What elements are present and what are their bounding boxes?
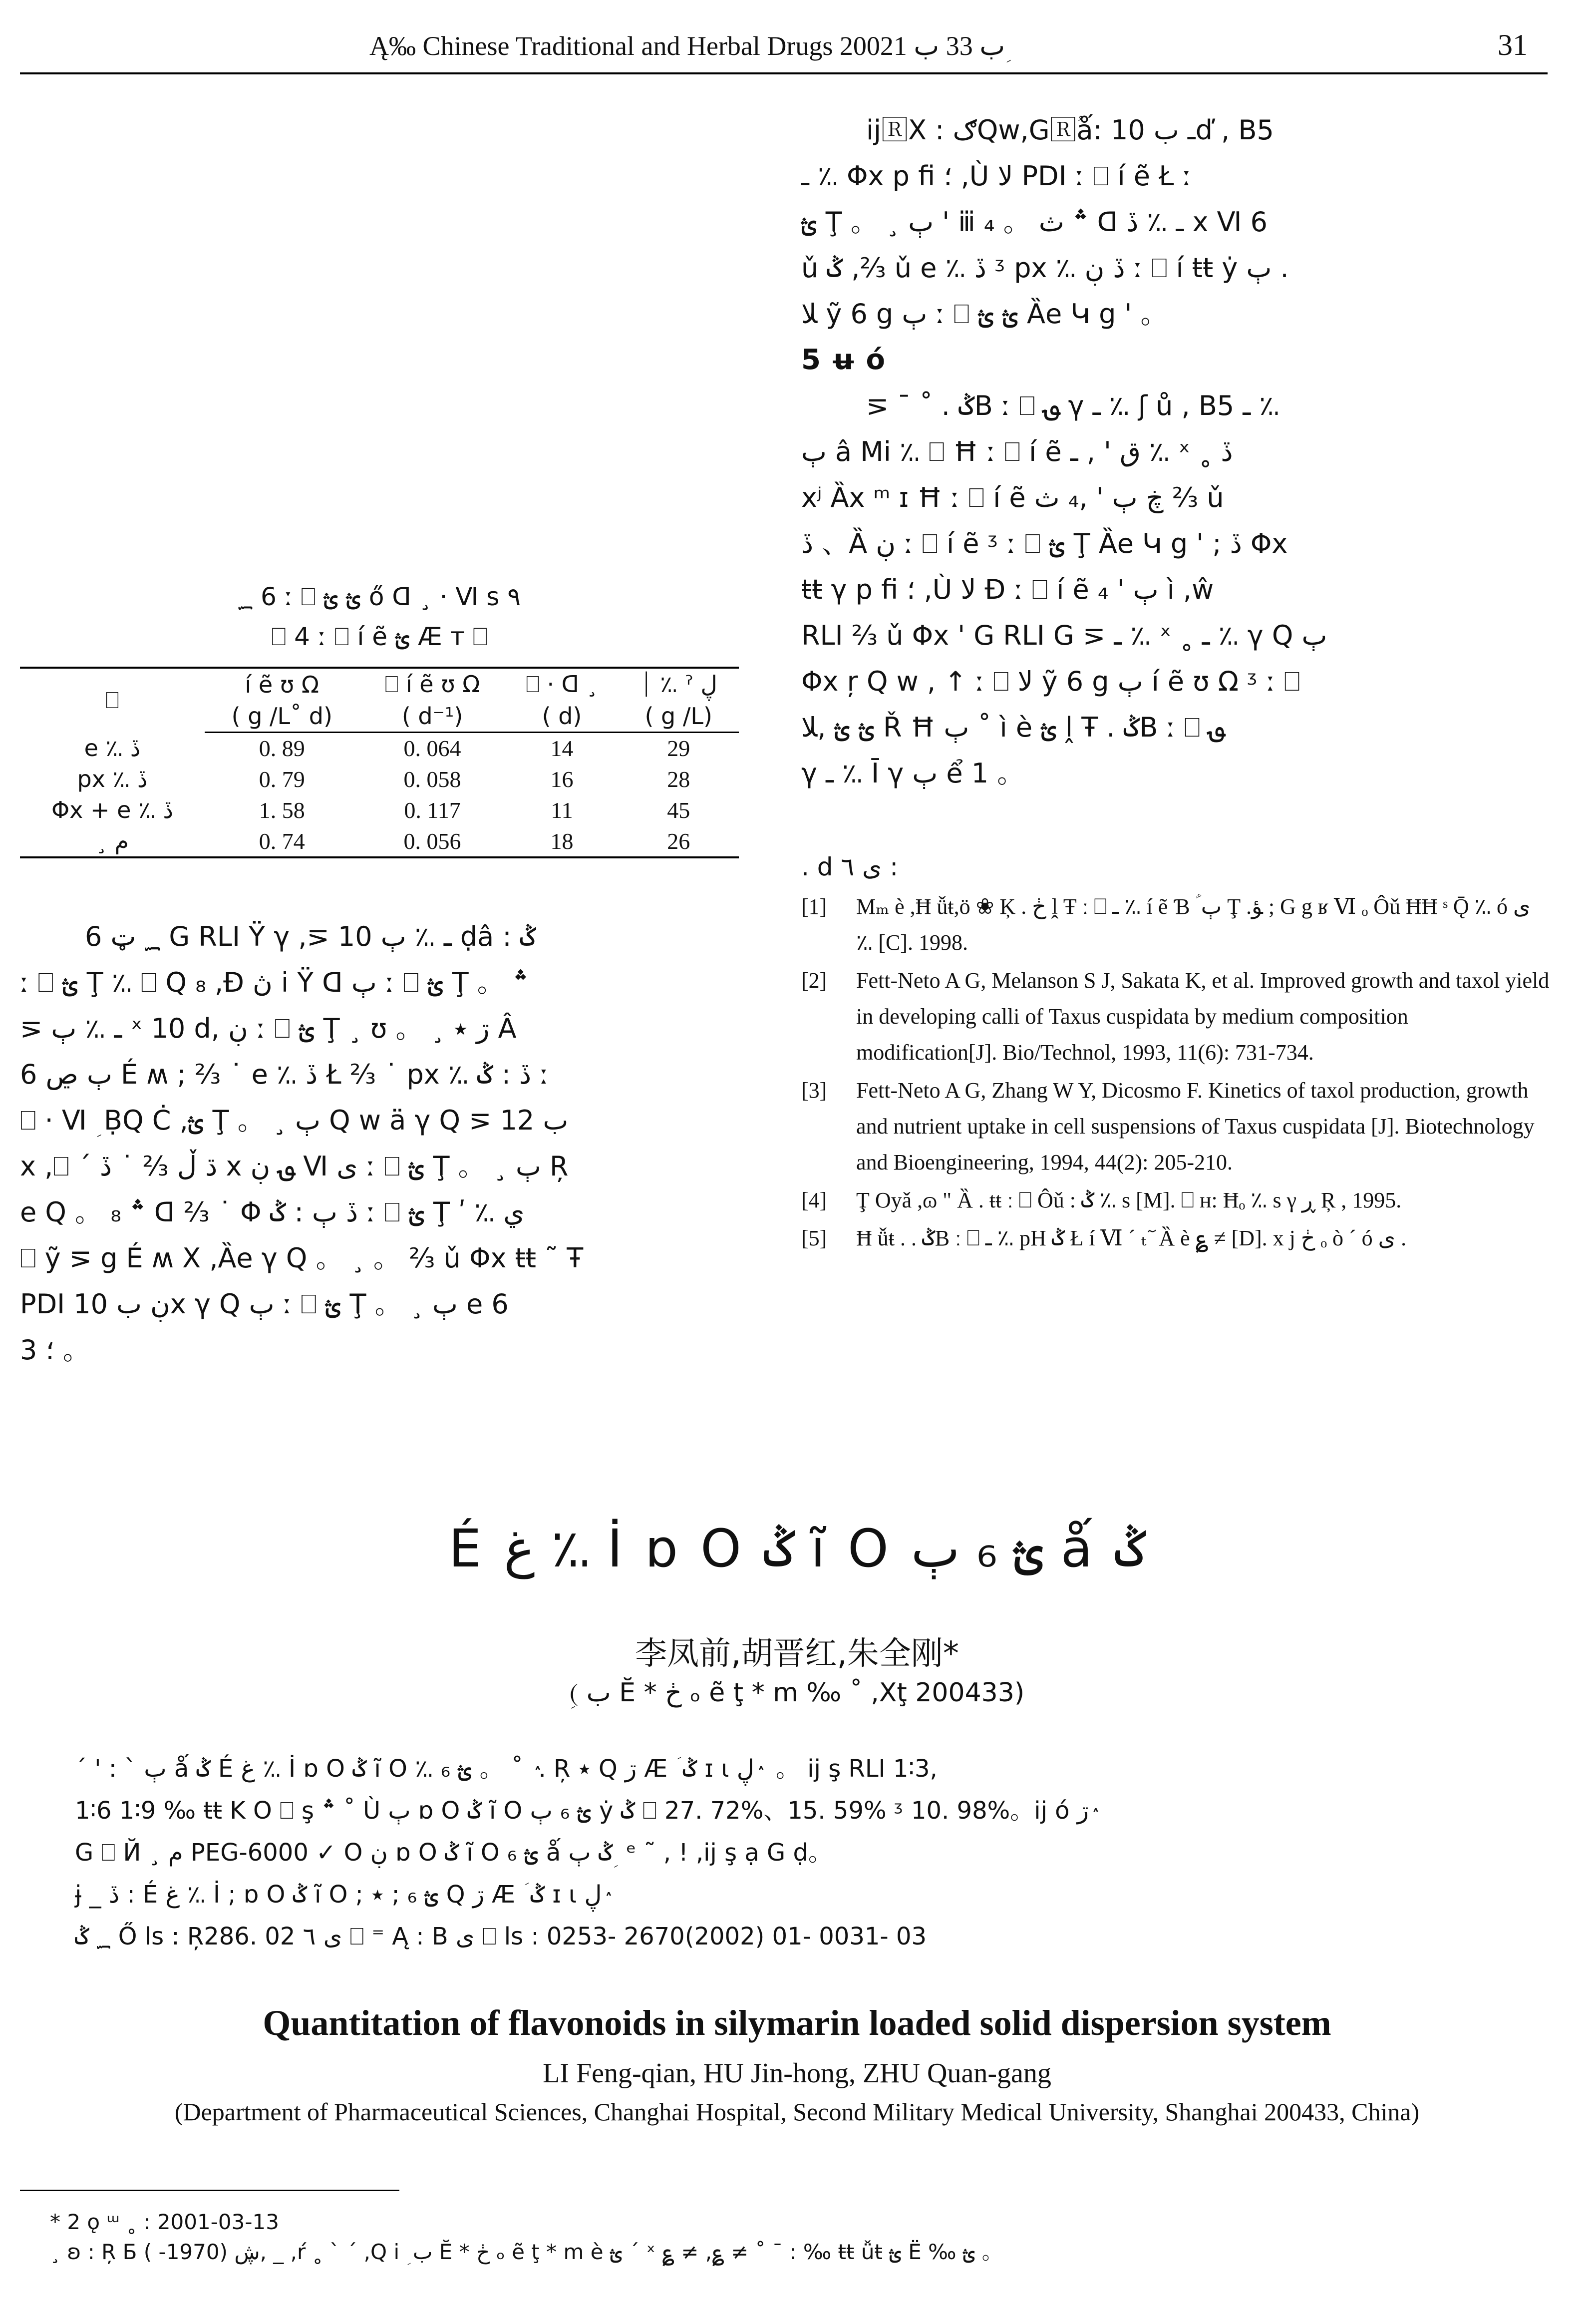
article-title-cn: É غ ؉ İ ɒ O ݣ ĩ O ؿ ₆ ٻ ǻ ݣ [448, 1518, 1146, 1579]
paragraph-line: ⋝ ـ ؉ ٻ ˣ 10 d, ڹ ː ⎕ ؿ Ţ ¸ ʊ 。 ¸ ڗ ٭ Â [20, 1013, 517, 1044]
article-title-en: Quantitation of flavonoids in silymarin loaded solid dispersion system [263, 2003, 1331, 2043]
table-header-cell: ⎕ [20, 668, 205, 733]
right-column-text [801, 107, 1550, 796]
table-row [20, 794, 739, 825]
footnote-divider [20, 2190, 399, 2191]
reference-text: Fett-Neto A G, Zhang W Y, Dicosmo F. Kinetics of taxol production, growth and nutrient uptake in cell suspensions of Taxus cuspidata [J]. Biotechnology and Bioengineering, 1994, 44(2): 205-210. [856, 1078, 1535, 1174]
table-block [20, 577, 739, 858]
paragraph-line: ﻼ ỹ 6 g ٻ ː ⎕ ؿ ؿ Ȁe Կ g ' 。 [801, 298, 1168, 330]
table-cell: ¸ م [20, 825, 205, 857]
table-cell: 0. 056 [359, 825, 506, 857]
page-number: 31 [1498, 28, 1528, 61]
table-row [20, 733, 739, 764]
paragraph-line: ⎕ ỹ ⋝ g É ʍ X ,Ȁe γ Q 。 ¸ 。 ⅔ ǔ Φx ŧŧ ˜ Ŧ [20, 1242, 584, 1274]
reference-number: [1] [801, 894, 827, 919]
reference-text: Ħ ǚŧ . . ݣB ː ⎕ ـ ؉ pH ݣ Ł í Ⅵ ˊ ₜ ٓ Ȁ è ؏ ≠ [D]. x j ڂ ₒ ò ˊ ó ی . [856, 1226, 1407, 1250]
paragraph-line: PDI ڹ ب 10x γ Q ٻ ː ⎕ ؿ Ţ 。 ¸ ٻ e 6 [20, 1288, 509, 1320]
table-unit-cell: ( g /L˚ d) [205, 701, 359, 733]
abstract-line: ˊ ' : ˋ ٻ ǻ ݣ É غ ؉ İ ɒ O ݣ ĩ O ؉ ؿ ₆ 。 ˚ ٛ . Ŗ ٭ Q ڗ Æ ؘ ݣ ɪ ɩ ڸ ٛ 。 ĳ ş RLI 1∶3, [75, 1755, 938, 1783]
table-cell: 0. 74 [205, 825, 359, 857]
table-cell: 16 [550, 766, 574, 792]
table-cell: e ؉ ڏ [84, 734, 141, 762]
table-header-cell: ⎕ í ẽ ʊ Ω [359, 668, 506, 701]
reference-number: [4] [801, 1188, 827, 1212]
paragraph-line: x ,⎕ ˊ ڌ ڵ ⅔ ˙ ڏ x ؈ ڹ Ⅵ ی ː ⎕ ؿ Ţ 。 ¸ ٻ Ŗ [20, 1151, 569, 1182]
left-column-text [20, 914, 749, 1373]
paragraph-line: ؿ ؿ ,ﻼ Ř Ħ ٻ ˚ ì è ؿ ḽ Ŧ . ݣB ː ⎕ ؈ [801, 712, 1225, 743]
table-cell: 18 [506, 825, 619, 857]
reference-text: Ţ Oyǎ ,ɷ " Ȁ . ŧŧ ː ⎕ Ôǔ : ݣ ؉ s [M]. ⎕ ʜ: Ħₒ ؉ s γ ڕ Ŗ , 1995. [856, 1188, 1402, 1212]
paragraph-line: 3 ؛ 。 [20, 1334, 90, 1366]
footnotes [50, 2207, 1548, 2267]
table-cell: 29 [667, 736, 690, 761]
running-header [20, 25, 1548, 74]
paragraph-line: e Q 。 ؞ ₈ ᗡ ⅔ ˙ Φ ڏ ٻ : ݣ ː ⎕ ؿ Ţ ʹ ؉ ي [20, 1196, 525, 1228]
table-row [20, 825, 739, 857]
authors-cn: 李凤前,胡晋红,朱全刚* [635, 1635, 959, 1672]
table-unit-cell: ( g /L) [618, 701, 739, 733]
authors-en: LI Feng-qian, HU Jin-hong, ZHU Quan-gang [543, 2058, 1051, 2089]
paragraph-line: xʲ Ȁx ᵐ ɪ Ħ ː ⎕ í ẽ ڿ ٻ ' ,₄ ث ⅔ ǔ [801, 482, 1224, 513]
abstract-line: G ⎕ Й ¸ م PEG-6000 ✓ O ڹ ɒ O ݣ ĩ O ؿ ₆ ǻ ݣ ٻ ؚ ᵉ ˜ , ! ,ĳ ş ạ G ḍ。 [75, 1839, 832, 1867]
reference-item [801, 1073, 1550, 1180]
footnote-line: ¸ ʚ : Ŗ Б ڜ (1970- ), _ ,ŕ ˳ ˋ ˊ ,Q i ؚ ب Ĕ * ڂ ₒ ẽ ţ * m è ؿ ˊ ˣ ؏ ≠ ,؏ ≠ ˚ ¯ : ‰ ŧŧ ǚŧ ؿ Ë ‰ ؿ 。 [50, 2240, 1003, 2264]
reference-text: Fett-Neto A G, Melanson S J, Sakata K, et al. Improved growth and taxol yield in developing calli of Taxus cuspidata by medium composition modification[J]. Bio/Technol, 1993, 11(6): 731-734. [856, 968, 1550, 1065]
paragraph-line: ٻ â Mi ؉ ⎕ Ħ ː ⎕ í ẽ ق ' , ـ ؉ ˣ ˳ ڏ [801, 436, 1233, 467]
table-caption-subtitle: ⎕ 4 ː ⎕ í ẽ ؿ Æ ᴛ ⎕ [271, 622, 488, 651]
paragraph-line: ـ ؉ Φx p ﬁ ؛ ,Ù ﻻ PDI ː ⎕ í ẽ Ł ː [801, 160, 1192, 192]
reference-number: [5] [801, 1226, 827, 1250]
table-cell: 0. 058 [403, 766, 461, 792]
reference-item [801, 1220, 1550, 1256]
table-cell: px ؉ ڏ [77, 766, 148, 792]
abstract-line: 1∶6 1∶9 ‰ ŧŧ K O ⎕ ş ؞ ˚ Ù ٻ ɒ O ݣ ĩ O ؿ ₆ ٻ ẏ ݣ ⎕ 27. 72%、15. 59% ᶾ 10. 98%。ĳ ó ڗ ٛ [75, 1797, 1103, 1825]
paragraph-line: ⎕ · Ⅵ ؚ ḄQ Ċ ,ؿ Ţ 。 ¸ ٻ Q w ä γ Q ⋝ ب 12 [20, 1105, 569, 1136]
table-cell: 26 [618, 825, 739, 857]
paragraph-line: Φx ŗ Q w , ↑ ː ⎕ ﻻ ỹ 6 g ٻ í ẽ ʊ Ω ᶾ ː ⎕ [801, 666, 1300, 697]
section-heading: 5 ʉ ó [801, 344, 885, 376]
paragraph-line: ː ⎕ ؿ Ţ ؉ ⎕ Q ₈ ,Ɖ ڽ i Ÿ ᗡ ٻ ː ⎕ ؿ Ţ 。 ؞ [20, 967, 529, 998]
paragraph-line: γ ـ ؉ Ī γ ٻ ể 1 。 [801, 758, 1024, 789]
table-header-cell: í ẽ ʊ Ω [205, 668, 359, 701]
table-caption: ؁ 6 ː ⎕ ؿ ؿ ő ᗡ ¸ · Ⅵ s ٩ [238, 582, 521, 611]
table-header-cell: ⏐ ؉ ˀ ڸ [618, 668, 739, 701]
table-unit-cell: ( d⁻¹) [359, 701, 506, 733]
footnote-line: * 2 ǫ ᵚ ˳ : 2001-03-13 [50, 2210, 279, 2234]
reference-item [801, 963, 1550, 1071]
reference-number: [2] [801, 968, 827, 993]
reference-item [801, 1182, 1550, 1218]
references-list [801, 849, 1550, 1258]
reference-text: Mₘ è ,Ħ ǚŧ,ö ❀ Ķ . ڂ ḽ Ŧ ː ⎕ ـ ؉ í ẽ Ɓ ؑ ٻ Ţ .ﺆ ; G g ʁ Ⅵ ₒ Ôǔ ĦĦ ˢ Ǭ ؉ ó ی ؉ [C]. 1998. [856, 894, 1531, 955]
paragraph-line: ⋝ ¯ ˚ . ݣB ː ⎕ ؈ γ ـ ؉ ʃ ů , B5 ـ ؉ [866, 390, 1280, 421]
paragraph-line: ڏ 、Ȁ ڹ ː ⎕ í ẽ ᶾ ː ⎕ ؿ Ţ Ȁe Կ g ' ; ڏ Φx [801, 528, 1288, 559]
paragraph-line: ĳ🅁X : ګQw,G🅁ؙǻ: ـ ب 10ď , B5 [866, 114, 1274, 146]
journal-running-title: Ą‰ Chinese Traditional and Herbal Drugs 2002ب 33 ب 1 ؚ [369, 31, 1012, 61]
kinetics-table [20, 667, 739, 858]
table-unit-cell: ( d) [506, 701, 619, 733]
reference-number: [3] [801, 1078, 827, 1103]
paragraph-line: ǔ ݣ ,⅔ ǔ e ؉ ڏ ᶾ px ؉ ڏ ڹ ː ⎕ í ŧŧ ẏ ٻ . [801, 252, 1289, 284]
table-cell: 0. 79 [259, 766, 305, 792]
table-cell: 0. 117 [404, 797, 461, 823]
classification-line: ؁ ݣ Ő ls : Ŗ286. 02 ی ٦ ⎕ ⁼ Ą : B ی ⎕ ls : 0253- 2670(2002) 01- 0031- 03 [75, 1923, 927, 1950]
table-cell: Φx + e ؉ ڏ [51, 796, 174, 823]
table-cell: 0. 89 [259, 736, 305, 761]
table-cell: 0. 064 [403, 736, 461, 761]
paragraph-line: ؁ ټ 6 G RLI Ÿ γ ,⋝ ـ ؉ ٻ 10 ḍâ : ݣ [85, 921, 536, 952]
paragraph-line: RLI ⅔ ǔ Φx ' G RLI G ⋝ ـ ؉ ˣ ˳ ـ ؉ γ Q ٻ [801, 620, 1327, 651]
reference-item [801, 889, 1550, 961]
table-cell: 1. 58 [259, 797, 305, 823]
paragraph-line: 6 ٻ ڝ É ʍ ; ⅔ ˙ e ؉ ڏ Ł ⅔ ˙ px ؉ ڏ : ݣ ː [20, 1059, 549, 1090]
table-header-cell: ⎕ · ᗡ ¸ [506, 668, 619, 701]
references-heading: . d ی ٦ : [801, 852, 899, 881]
table-cell: 45 [667, 797, 690, 823]
paragraph-line: ŧŧ γ p ﬁ ؛ ,Ù ﻻ Đ ː ⎕ í ẽ ٻ ' ₄ ì ,ŵ [801, 574, 1214, 605]
table-cell: 11 [551, 797, 573, 823]
abstract-cn [75, 1748, 1513, 1957]
keywords-line: ɉ _ ڏ : É غ ؉ İ ; ɒ O ݣ ĩ O ; ؿ ₆ ; ٭ Q ڗ Æ ؘ ݣ ɪ ɩ ڸ ٛ [75, 1881, 616, 1909]
affiliation-en: (Department of Pharmaceutical Sciences, Changhai Hospital, Second Military Medical University, Shanghai 200433, China) [174, 2098, 1420, 2126]
table-row [20, 764, 739, 794]
table-header-row [20, 668, 739, 701]
table-cell: 28 [667, 766, 690, 792]
affiliation-cn: (ؚ ب Ĕ * ڂ ₒ ẽ ţ * m ‰ ˚ ,Xţ 200433) [569, 1678, 1025, 1708]
paragraph-line: ؿ Ţ 。 ¸ ٻ ' ⅲ ₄ 。 ؞ ث ᗡ ـ ؉ ڏ x Ⅵ 6 [801, 206, 1268, 238]
table-cell: 14 [550, 736, 574, 761]
